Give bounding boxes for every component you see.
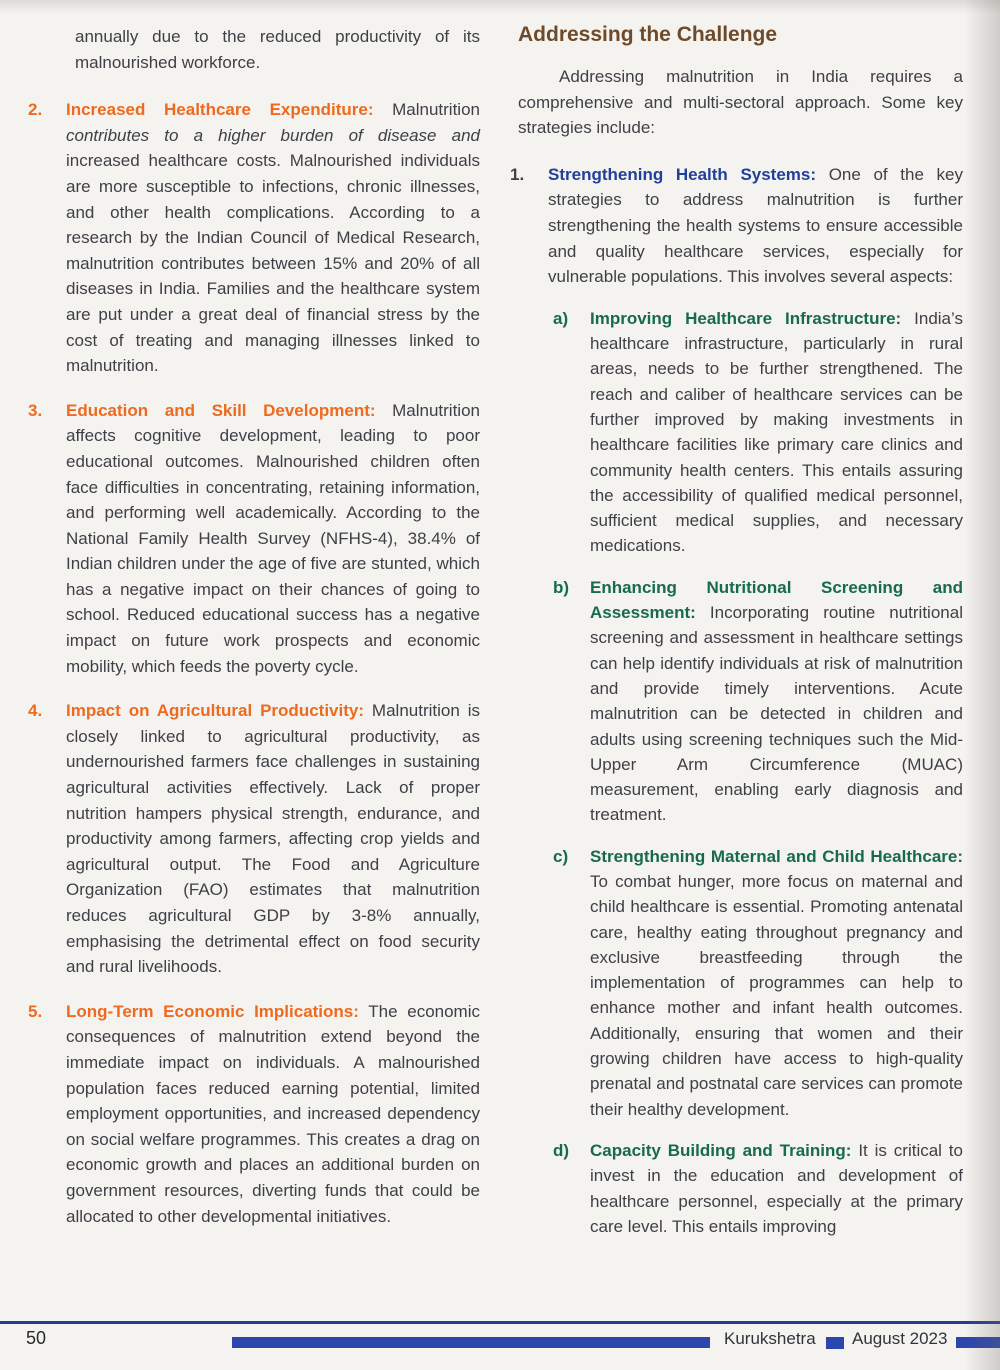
section-heading: Addressing the Challenge — [518, 23, 778, 46]
footer-rule — [0, 1321, 1000, 1324]
item-italic-text: contributes to a higher burden of disease and — [66, 125, 480, 145]
item-number: 1. — [510, 164, 525, 184]
issue-date: August 2023 — [852, 1329, 948, 1348]
item-body: Malnutrition is closely linked to agricultural productivity, as undernourished farmers face challenges in sustaining agricultural activities effectively. Lack of proper nutrition hampers physical strength, endurance, and productivity among farmers, affecting crop yields and agricultural output. The Food and Agriculture Organization (FAO) estimates that malnutrition reduces agricultural GDP by 3-8% annually, emphasising the detrimental effect on food security and rural livelihoods. — [66, 701, 480, 977]
sub-item-a — [553, 306, 963, 559]
sub-item-letter: d) — [553, 1140, 570, 1160]
left-column — [28, 24, 480, 1229]
item-body: The economic consequences of malnutrition extend beyond the immediate impact on individuals. A malnourished population faces reduced earning potential, limited employment opportunities, and increased dependency on social welfare programmes. This creates a drag on economic growth and places an additional burden on government resources, diverting funds that could be allocated to other developmental initiatives. — [66, 1001, 480, 1226]
sub-item-paragraph — [590, 306, 963, 559]
sub-item-b — [553, 575, 963, 828]
sub-item-heading: Enhancing Nutritional Screening and Assessment: — [590, 577, 963, 623]
sub-item-heading: Strengthening Maternal and Child Healthcare: — [590, 846, 963, 866]
sub-item-paragraph — [590, 575, 963, 828]
item-heading: Education and Skill Development: — [66, 400, 376, 420]
footer-bar-right — [956, 1337, 1000, 1348]
item-number: 5. — [28, 1001, 43, 1021]
journal-name: Kurukshetra — [724, 1329, 816, 1348]
item-number: 3. — [28, 400, 43, 420]
right-column — [510, 16, 963, 1239]
item-body: increased healthcare costs. Malnourished individuals are more susceptible to infections, chronic illnesses, and other health complications. According to a research by the Indian Council of Medical Research, malnutrition contributes between 15% and 20% of all diseases in India. Families and the healthcare system are put under a great deal of financial stress by the cost of treating and managing illnesses linked to malnutrition. — [66, 151, 480, 376]
item-number: 2. — [28, 100, 43, 120]
item-paragraph — [66, 97, 480, 379]
sub-item-paragraph — [590, 844, 963, 1122]
sub-item-letter: a) — [553, 308, 569, 328]
item-heading: Long-Term Economic Implications: — [66, 1001, 359, 1021]
item-paragraph — [66, 398, 480, 680]
list-item-2 — [28, 97, 480, 379]
sub-item-paragraph — [590, 1138, 963, 1239]
item-lead: Malnutrition — [392, 100, 480, 120]
item-body: Malnutrition affects cognitive development, leading to poor educational outcomes. Malnourished children often face difficulties in concentrating, retaining information, and performing well academically. According to the National Family Health Survey (NFHS-4), 38.4% of Indian children under the age of five are stunted, which has a negative impact on their chances of going to school. Reduced educational success has a negative impact on future work prospects and economic mobility, which feeds the poverty cycle. — [66, 400, 480, 676]
item-paragraph — [66, 999, 480, 1229]
sub-item-heading: Capacity Building and Training: — [590, 1140, 852, 1160]
sub-item-body: It is critical to invest in the education and development of healthcare personnel, especially at the primary care level. This entails improving — [590, 1140, 963, 1236]
item-paragraph — [548, 162, 963, 290]
continuation-paragraph: annually due to the reduced productivity of its malnourished workforce. — [75, 27, 480, 72]
item-body: One of the key strategies to address malnutrition is further strengthening the health systems to ensure accessible and quality healthcare services, especially for vulnerable populations. This involves several aspects: — [548, 164, 963, 287]
list-item-4 — [28, 698, 480, 980]
list-item-1 — [510, 162, 963, 290]
item-paragraph — [66, 698, 480, 980]
intro-paragraph: Addressing malnutrition in India requires a comprehensive and multi-sectoral approach. Some key strategies include: — [518, 67, 963, 138]
item-number: 4. — [28, 701, 43, 721]
item-heading: Strengthening Health Systems: — [548, 164, 817, 184]
footer-bar — [232, 1337, 710, 1348]
sub-item-letter: b) — [553, 577, 570, 597]
item-heading: Increased Healthcare Expenditure: — [66, 100, 374, 120]
list-item-5 — [28, 999, 480, 1229]
sub-item-d — [553, 1138, 963, 1239]
item-heading: Impact on Agricultural Productivity: — [66, 701, 364, 721]
sub-item-letter: c) — [553, 846, 569, 866]
page-number: 50 — [26, 1328, 47, 1348]
sub-item-body: India’s healthcare infrastructure, particularly in rural areas, needs to be further strengthened. The reach and caliber of healthcare services can be further improved by making investments in healthcare facilities like primary care clinics and community health centers. This entails assuring the accessibility of qualified medical personnel, sufficient medical supplies, and necessary medications. — [590, 308, 963, 556]
list-item-3 — [28, 398, 480, 680]
sub-item-heading: Improving Healthcare Infrastructure: — [590, 308, 902, 328]
sub-item-c — [553, 844, 963, 1122]
sub-item-body: Incorporating routine nutritional screening and assessment in healthcare settings can help identify individuals at risk of malnutrition and provide timely interventions. Acute malnutrition can be detected in children and adults using screening techniques such the Mid-Upper Arm Circumference (MUAC) measurement, enabling early diagnosis and treatment. — [590, 603, 963, 825]
footer-square-icon — [826, 1337, 844, 1349]
sub-item-body: To combat hunger, more focus on maternal and child healthcare is essential. Promoting antenatal care, healthy eating throughout pregnancy and exclusive breastfeeding through the implementation of programmes can help to enhance mother and infant health outcomes. Additionally, ensuring that women and their growing children have access to high-quality prenatal and postnatal care services can promote their healthy development. — [590, 871, 963, 1119]
